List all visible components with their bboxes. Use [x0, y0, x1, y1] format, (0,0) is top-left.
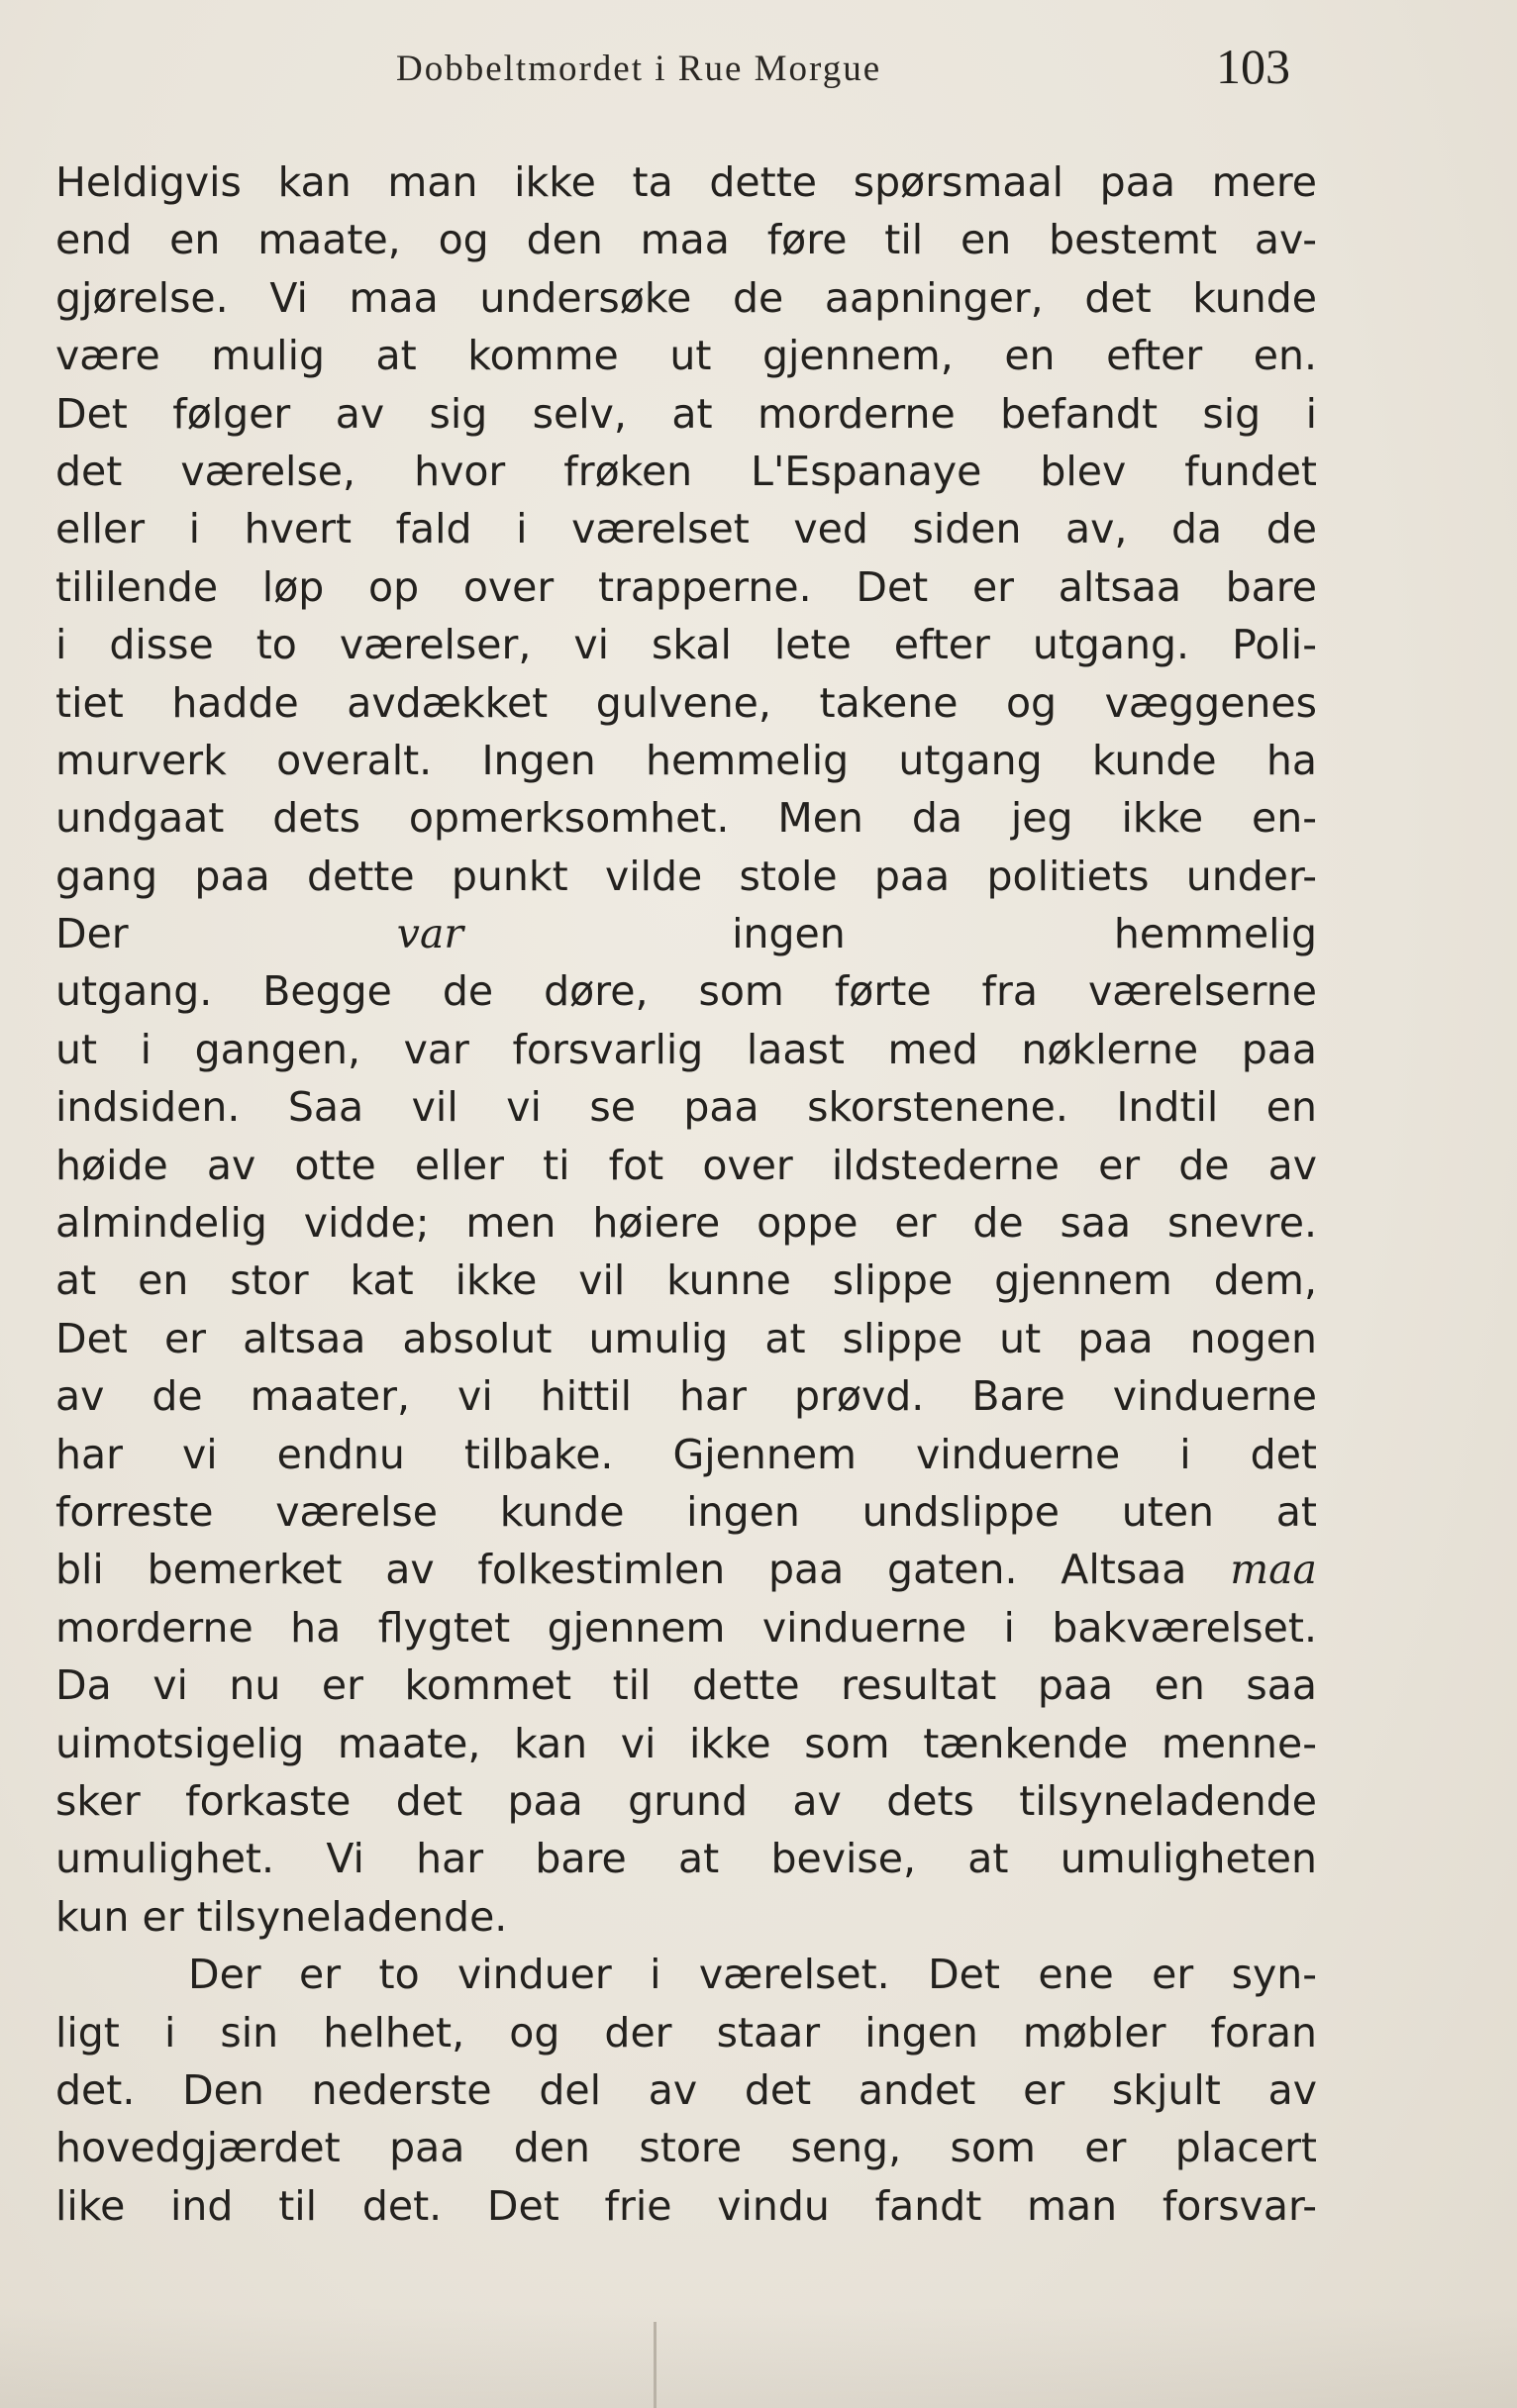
text-line: gjørelse. Vi maa undersøke de aapninger, det kunde: [55, 273, 1317, 322]
text-line: like ind til det. Det frie vindu fandt man forsvar-: [55, 2181, 1317, 2230]
text-line: høide av otte eller ti fot over ildstederne er de av: [55, 1141, 1317, 1189]
text-line: i disse to værelser, vi skal lete efter utgang. Poli-: [55, 621, 1317, 669]
emphasis-word: var: [396, 910, 463, 958]
text-line: Da vi nu er kommet til dette resultat paa en saa: [55, 1661, 1317, 1710]
text-line-with-emphasis: [55, 1541, 1317, 1598]
text-line: uimotsigelig maate, kan vi ikke som tænkende menne-: [55, 1719, 1317, 1767]
emphasis-word: maa: [1230, 1546, 1317, 1594]
text-line: forreste værelse kunde ingen undslippe uten at: [55, 1487, 1317, 1536]
text-run: ingen hemmelig: [463, 910, 1317, 958]
text-line: utgang. Begge de døre, som førte fra værelserne: [55, 967, 1317, 1016]
text-line: ligt i sin helhet, og der staar ingen møbler foran: [55, 2008, 1317, 2057]
text-line: tiet hadde avdækket gulvene, takene og væggenes: [55, 678, 1317, 727]
page-crease: [654, 2322, 657, 2408]
text-line: end en maate, og den maa føre til en bestemt av-: [55, 216, 1317, 264]
text-line: sker forkaste det paa grund av dets tilsyneladende: [55, 1776, 1317, 1825]
page-bottom-shadow: [0, 2307, 1517, 2408]
text-line: Heldigvis kan man ikke ta dette spørsmaal paa mere: [55, 158, 1317, 206]
text-line: Det er altsaa absolut umulig at slippe ut paa nogen: [55, 1314, 1317, 1362]
running-title: Dobbeltmordet i Rue Morgue: [396, 49, 882, 89]
text-line: ut i gangen, var forsvarlig laast med nøklerne paa: [55, 1025, 1317, 1073]
text-line: kun er tilsyneladende.: [55, 1892, 508, 1941]
text-line: det værelse, hvor frøken L'Espanaye blev fundet: [55, 447, 1317, 495]
text-line: tililende løp op over trapperne. Det er altsaa bare: [55, 562, 1317, 611]
page-number: 103: [1216, 39, 1290, 94]
text-line: har vi endnu tilbake. Gjennem vinduerne i det: [55, 1430, 1317, 1478]
text-line: murverk overalt. Ingen hemmelig utgang kunde ha: [55, 736, 1317, 784]
text-line: umulighet. Vi har bare at bevise, at umuligheten: [55, 1835, 1317, 1883]
text-line: indsiden. Saa vil vi se paa skorstenene. Indtil en: [55, 1083, 1317, 1132]
text-line: almindelig vidde; men høiere oppe er de saa snevre.: [55, 1199, 1317, 1248]
text-line: Det følger av sig selv, at morderne befandt sig i: [55, 389, 1317, 438]
paragraph-1: [55, 153, 1317, 1946]
text-line: det. Den nederste del av det andet er skjult av: [55, 2065, 1317, 2114]
text-line: hovedgjærdet paa den store seng, som er placert: [55, 2124, 1317, 2172]
text-line: gang paa dette punkt vilde stole paa politiets under-: [55, 852, 1317, 900]
body-text: [55, 153, 1317, 2235]
text-line-with-emphasis: [55, 905, 1317, 962]
text-line: være mulig at komme ut gjennem, en efter en.: [55, 332, 1317, 380]
text-line: morderne ha flygtet gjennem vinduerne i bakværelset.: [55, 1603, 1317, 1652]
text-run: bli bemerket av folkestimlen paa gaten. Altsaa: [55, 1546, 1231, 1594]
paragraph-2: [55, 1946, 1317, 2235]
text-line: Der er to vinduer i værelset. Det ene er syn-: [188, 1951, 1317, 1999]
text-line: at en stor kat ikke vil kunne slippe gjennem dem,: [55, 1256, 1317, 1305]
text-line: undgaat dets opmerksomhet. Men da jeg ikke en-: [55, 794, 1317, 843]
text-line: av de maater, vi hittil har prøvd. Bare vinduerne: [55, 1372, 1317, 1421]
text-run: Der: [55, 910, 397, 958]
running-head: [0, 38, 1517, 97]
text-line: eller i hvert fald i værelset ved siden av, da de: [55, 505, 1317, 553]
